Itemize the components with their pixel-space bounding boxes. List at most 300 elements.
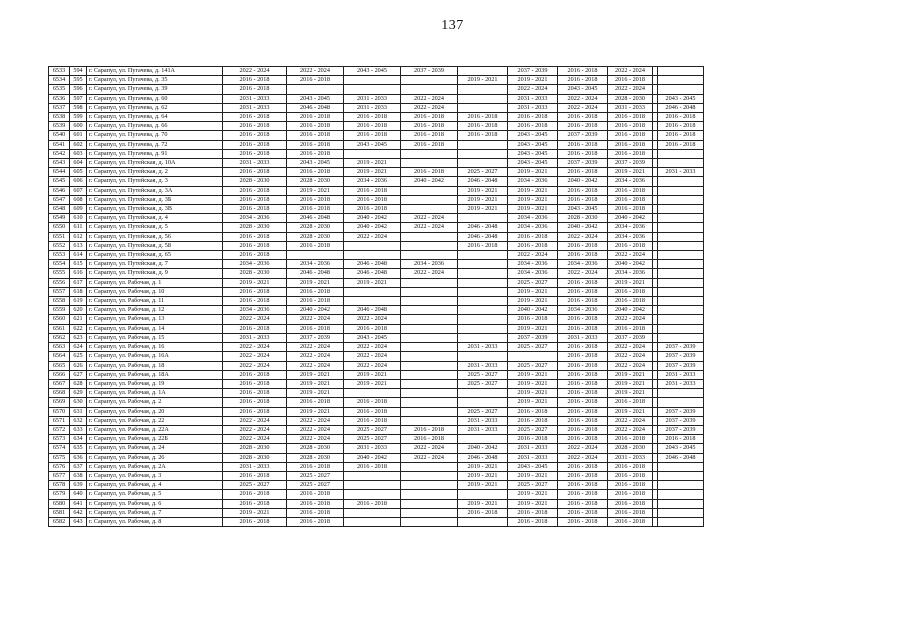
cell-house-number: 624 — [70, 343, 87, 352]
cell-period-3: 2046 - 2048 — [344, 306, 401, 315]
cell-period-8: 2016 - 2018 — [608, 481, 653, 490]
cell-period-7: 2016 - 2018 — [558, 297, 608, 306]
cell-house-number: 600 — [70, 122, 87, 131]
cell-period-6: 2016 - 2018 — [508, 315, 558, 324]
table-row — [49, 297, 704, 306]
cell-period-5 — [458, 297, 508, 306]
cell-period-9: 2031 - 2033 — [658, 370, 704, 379]
cell-period-2 — [287, 251, 344, 260]
cell-address: г. Сарапул, ул. Рабочая, д. 14 — [87, 324, 223, 333]
cell-period-5 — [458, 67, 508, 76]
table-row — [49, 324, 704, 333]
cell-period-5 — [458, 333, 508, 342]
cell-period-4 — [401, 352, 458, 361]
cell-address: г. Сарапул, ул. Путейская, д. 3 — [87, 177, 223, 186]
cell-period-1: 2028 - 2030 — [223, 444, 287, 453]
cell-row-number: 6570 — [49, 407, 70, 416]
table-row — [49, 214, 704, 223]
cell-period-5: 2019 - 2021 — [458, 186, 508, 195]
cell-period-9 — [658, 149, 704, 158]
cell-row-number: 6577 — [49, 471, 70, 480]
cell-period-3 — [344, 297, 401, 306]
cell-period-1: 2016 - 2018 — [223, 113, 287, 122]
cell-period-8: 2016 - 2018 — [608, 499, 653, 508]
cell-address: г. Сарапул, ул. Пугачева, д. 35 — [87, 76, 223, 85]
cell-period-8: 2016 - 2018 — [608, 297, 653, 306]
cell-period-7: 2016 - 2018 — [558, 416, 608, 425]
cell-house-number: 596 — [70, 85, 87, 94]
cell-period-8: 2016 - 2018 — [608, 241, 653, 250]
cell-period-5 — [458, 398, 508, 407]
cell-period-8: 2016 - 2018 — [608, 471, 653, 480]
cell-house-number: 628 — [70, 379, 87, 388]
cell-period-1: 2016 - 2018 — [223, 389, 287, 398]
table-row — [49, 333, 704, 342]
cell-period-1: 2022 - 2024 — [223, 425, 287, 434]
cell-period-7: 2034 - 2036 — [558, 260, 608, 269]
table-row — [49, 186, 704, 195]
cell-period-6: 2019 - 2021 — [508, 186, 558, 195]
cell-period-3: 2025 - 2027 — [344, 425, 401, 434]
cell-period-8: 2016 - 2018 — [608, 435, 653, 444]
cell-period-3 — [344, 241, 401, 250]
cell-period-5: 2019 - 2021 — [458, 195, 508, 204]
cell-period-1: 2031 - 2033 — [223, 94, 287, 103]
cell-period-2: 2025 - 2027 — [287, 481, 344, 490]
cell-house-number: 620 — [70, 306, 87, 315]
cell-address: г. Сарапул, ул. Путейская, д. 56 — [87, 232, 223, 241]
cell-period-5: 2031 - 2033 — [458, 416, 508, 425]
cell-period-9: 2016 - 2018 — [658, 113, 704, 122]
cell-period-1: 2022 - 2024 — [223, 361, 287, 370]
cell-house-number: 632 — [70, 416, 87, 425]
table-row — [49, 315, 704, 324]
cell-period-3: 2016 - 2018 — [344, 499, 401, 508]
cell-period-5: 2031 - 2033 — [458, 343, 508, 352]
table-row — [49, 278, 704, 287]
cell-period-4 — [401, 186, 458, 195]
cell-period-4 — [401, 398, 458, 407]
cell-period-3 — [344, 517, 401, 526]
cell-period-4 — [401, 241, 458, 250]
cell-period-3: 2019 - 2021 — [344, 168, 401, 177]
cell-row-number: 6551 — [49, 232, 70, 241]
cell-period-4: 2022 - 2024 — [401, 103, 458, 112]
cell-period-8: 2022 - 2024 — [608, 343, 653, 352]
cell-period-3 — [344, 508, 401, 517]
cell-period-9 — [658, 462, 704, 471]
cell-period-8: 2016 - 2018 — [608, 186, 653, 195]
cell-period-3: 2019 - 2021 — [344, 379, 401, 388]
table-row — [49, 361, 704, 370]
cell-period-3: 2034 - 2036 — [344, 177, 401, 186]
cell-period-7: 2016 - 2018 — [558, 278, 608, 287]
cell-period-5 — [458, 435, 508, 444]
cell-period-7: 2043 - 2045 — [558, 85, 608, 94]
cell-period-4: 2016 - 2018 — [401, 122, 458, 131]
cell-period-5 — [458, 85, 508, 94]
cell-period-7: 2022 - 2024 — [558, 444, 608, 453]
cell-address: г. Сарапул, ул. Пугачева, д. 72 — [87, 140, 223, 149]
cell-period-3: 2040 - 2042 — [344, 223, 401, 232]
cell-period-4: 2040 - 2042 — [401, 177, 458, 186]
cell-period-6: 2034 - 2036 — [508, 177, 558, 186]
cell-period-4 — [401, 149, 458, 158]
cell-period-7: 2016 - 2018 — [558, 407, 608, 416]
cell-period-9: 2016 - 2018 — [658, 122, 704, 131]
cell-period-1: 2016 - 2018 — [223, 76, 287, 85]
cell-period-8: 2016 - 2018 — [608, 149, 653, 158]
cell-row-number: 6557 — [49, 287, 70, 296]
cell-period-8: 2022 - 2024 — [608, 251, 653, 260]
cell-period-4 — [401, 278, 458, 287]
cell-period-5: 2046 - 2048 — [458, 232, 508, 241]
cell-house-number: 602 — [70, 140, 87, 149]
cell-period-1: 2022 - 2024 — [223, 67, 287, 76]
cell-period-1: 2028 - 2030 — [223, 177, 287, 186]
cell-period-5 — [458, 159, 508, 168]
cell-row-number: 6579 — [49, 490, 70, 499]
cell-period-6: 2016 - 2018 — [508, 232, 558, 241]
cell-period-3: 2025 - 2027 — [344, 435, 401, 444]
cell-period-9 — [658, 481, 704, 490]
cell-period-3: 2016 - 2018 — [344, 195, 401, 204]
cell-period-9: 2037 - 2039 — [658, 343, 704, 352]
cell-period-3: 2031 - 2033 — [344, 94, 401, 103]
cell-period-6: 2019 - 2021 — [508, 205, 558, 214]
cell-address: г. Сарапул, ул. Путейская, д. 2 — [87, 168, 223, 177]
cell-period-5 — [458, 260, 508, 269]
cell-period-4 — [401, 481, 458, 490]
cell-row-number: 6534 — [49, 76, 70, 85]
cell-period-6: 2034 - 2036 — [508, 260, 558, 269]
cell-period-1: 2028 - 2030 — [223, 269, 287, 278]
cell-period-3 — [344, 481, 401, 490]
cell-period-7: 2016 - 2018 — [558, 370, 608, 379]
cell-period-1: 2016 - 2018 — [223, 379, 287, 388]
cell-house-number: 598 — [70, 103, 87, 112]
cell-period-4 — [401, 251, 458, 260]
cell-period-4 — [401, 499, 458, 508]
cell-period-6: 2022 - 2024 — [508, 85, 558, 94]
cell-period-9 — [658, 269, 704, 278]
cell-period-8: 2034 - 2036 — [608, 223, 653, 232]
cell-period-4 — [401, 333, 458, 342]
cell-address: г. Сарапул, ул. Рабочая, д. 2А — [87, 462, 223, 471]
cell-period-8: 2022 - 2024 — [608, 361, 653, 370]
cell-period-4 — [401, 85, 458, 94]
cell-period-5: 2016 - 2018 — [458, 131, 508, 140]
cell-period-8: 2031 - 2033 — [608, 103, 653, 112]
cell-house-number: 608 — [70, 195, 87, 204]
cell-period-2: 2016 - 2018 — [287, 76, 344, 85]
cell-house-number: 619 — [70, 297, 87, 306]
table-row — [49, 195, 704, 204]
cell-period-7: 2016 - 2018 — [558, 499, 608, 508]
cell-house-number: 607 — [70, 186, 87, 195]
cell-period-4: 2022 - 2024 — [401, 94, 458, 103]
cell-period-1: 2031 - 2033 — [223, 103, 287, 112]
cell-house-number: 641 — [70, 499, 87, 508]
cell-address: г. Сарапул, ул. Пугачева, д. 70 — [87, 131, 223, 140]
cell-period-1: 2016 - 2018 — [223, 168, 287, 177]
cell-address: г. Сарапул, ул. Пугачева, д. 64 — [87, 113, 223, 122]
cell-address: г. Сарапул, ул. Рабочая, д. 26 — [87, 453, 223, 462]
cell-period-4 — [401, 232, 458, 241]
cell-row-number: 6567 — [49, 379, 70, 388]
cell-row-number: 6576 — [49, 462, 70, 471]
cell-period-9: 2043 - 2045 — [658, 94, 704, 103]
cell-period-3: 2046 - 2048 — [344, 269, 401, 278]
cell-house-number: 594 — [70, 67, 87, 76]
cell-period-4: 2016 - 2018 — [401, 113, 458, 122]
cell-period-1: 2016 - 2018 — [223, 287, 287, 296]
cell-period-5 — [458, 269, 508, 278]
cell-address: г. Сарапул, ул. Рабочая, д. 24 — [87, 444, 223, 453]
cell-address: г. Сарапул, ул. Рабочая, д. 12 — [87, 306, 223, 315]
cell-house-number: 612 — [70, 232, 87, 241]
cell-period-2: 2016 - 2018 — [287, 131, 344, 140]
cell-period-5: 2019 - 2021 — [458, 462, 508, 471]
cell-period-9 — [658, 508, 704, 517]
cell-period-4 — [401, 306, 458, 315]
cell-period-9 — [658, 76, 704, 85]
cell-period-2: 2022 - 2024 — [287, 67, 344, 76]
cell-period-2: 2022 - 2024 — [287, 425, 344, 434]
cell-period-7: 2022 - 2024 — [558, 103, 608, 112]
cell-period-3: 2016 - 2018 — [344, 324, 401, 333]
cell-row-number: 6573 — [49, 435, 70, 444]
cell-period-1: 2016 - 2018 — [223, 241, 287, 250]
cell-period-8: 2019 - 2021 — [608, 407, 653, 416]
cell-period-6: 2025 - 2027 — [508, 361, 558, 370]
cell-period-1: 2022 - 2024 — [223, 435, 287, 444]
cell-period-4 — [401, 471, 458, 480]
cell-period-5 — [458, 490, 508, 499]
cell-period-8: 2040 - 2042 — [608, 260, 653, 269]
cell-period-2: 2022 - 2024 — [287, 435, 344, 444]
cell-period-3: 2043 - 2045 — [344, 67, 401, 76]
cell-period-5: 2025 - 2027 — [458, 370, 508, 379]
cell-address: г. Сарапул, ул. Пугачева, д. 66 — [87, 122, 223, 131]
cell-period-7: 2022 - 2024 — [558, 269, 608, 278]
cell-period-8: 2019 - 2021 — [608, 389, 653, 398]
cell-address: г. Сарапул, ул. Путейская, д. 7 — [87, 260, 223, 269]
cell-period-7: 2016 - 2018 — [558, 471, 608, 480]
cell-period-8: 2019 - 2021 — [608, 168, 653, 177]
cell-period-6: 2031 - 2033 — [508, 103, 558, 112]
cell-address: г. Сарапул, ул. Пугачева, д. 60 — [87, 94, 223, 103]
cell-row-number: 6578 — [49, 481, 70, 490]
cell-house-number: 635 — [70, 444, 87, 453]
cell-period-5 — [458, 278, 508, 287]
cell-period-4 — [401, 508, 458, 517]
cell-period-2: 2019 - 2021 — [287, 379, 344, 388]
cell-period-2: 2022 - 2024 — [287, 416, 344, 425]
cell-period-7: 2016 - 2018 — [558, 462, 608, 471]
cell-period-9: 2037 - 2039 — [658, 416, 704, 425]
cell-period-8: 2019 - 2021 — [608, 379, 653, 388]
table-row — [49, 481, 704, 490]
cell-period-2: 2016 - 2018 — [287, 140, 344, 149]
cell-period-6: 2025 - 2027 — [508, 343, 558, 352]
cell-period-8: 2016 - 2018 — [608, 287, 653, 296]
cell-period-3: 2019 - 2021 — [344, 370, 401, 379]
cell-address: г. Сарапул, ул. Путейская, д. 3Б — [87, 195, 223, 204]
cell-period-3: 2016 - 2018 — [344, 416, 401, 425]
cell-period-3 — [344, 287, 401, 296]
cell-house-number: 622 — [70, 324, 87, 333]
table-row — [49, 471, 704, 480]
cell-period-5: 2046 - 2048 — [458, 223, 508, 232]
cell-period-5 — [458, 315, 508, 324]
cell-period-2: 2016 - 2018 — [287, 168, 344, 177]
cell-period-7: 2016 - 2018 — [558, 251, 608, 260]
cell-period-6: 2043 - 2045 — [508, 149, 558, 158]
cell-period-2: 2019 - 2021 — [287, 186, 344, 195]
cell-period-6: 2037 - 2039 — [508, 67, 558, 76]
cell-period-9 — [658, 278, 704, 287]
cell-period-7: 2040 - 2042 — [558, 223, 608, 232]
cell-period-4 — [401, 490, 458, 499]
cell-house-number: 627 — [70, 370, 87, 379]
cell-address: г. Сарапул, ул. Рабочая, д. 1А — [87, 389, 223, 398]
cell-period-6: 2016 - 2018 — [508, 241, 558, 250]
cell-period-7: 2016 - 2018 — [558, 122, 608, 131]
cell-period-1: 2016 - 2018 — [223, 140, 287, 149]
table-row — [49, 251, 704, 260]
cell-row-number: 6545 — [49, 177, 70, 186]
cell-house-number: 601 — [70, 131, 87, 140]
cell-period-6: 2019 - 2021 — [508, 370, 558, 379]
cell-house-number: 631 — [70, 407, 87, 416]
cell-period-5: 2046 - 2048 — [458, 177, 508, 186]
cell-row-number: 6559 — [49, 306, 70, 315]
cell-period-7: 2016 - 2018 — [558, 389, 608, 398]
cell-row-number: 6549 — [49, 214, 70, 223]
cell-period-4 — [401, 76, 458, 85]
cell-period-9 — [658, 67, 704, 76]
table-row — [49, 168, 704, 177]
cell-period-6: 2016 - 2018 — [508, 517, 558, 526]
cell-period-1: 2016 - 2018 — [223, 186, 287, 195]
cell-period-7: 2016 - 2018 — [558, 113, 608, 122]
cell-row-number: 6561 — [49, 324, 70, 333]
cell-period-5 — [458, 103, 508, 112]
cell-period-1: 2016 - 2018 — [223, 251, 287, 260]
cell-period-1: 2025 - 2027 — [223, 481, 287, 490]
cell-period-2: 2046 - 2048 — [287, 214, 344, 223]
table-row — [49, 398, 704, 407]
table-row — [49, 435, 704, 444]
cell-period-3 — [344, 85, 401, 94]
cell-period-8: 2022 - 2024 — [608, 85, 653, 94]
cell-house-number: 595 — [70, 76, 87, 85]
cell-period-8: 2022 - 2024 — [608, 315, 653, 324]
cell-period-4: 2016 - 2018 — [401, 425, 458, 434]
cell-row-number: 6574 — [49, 444, 70, 453]
cell-period-4 — [401, 462, 458, 471]
cell-period-2: 2046 - 2048 — [287, 269, 344, 278]
cell-period-3: 2019 - 2021 — [344, 159, 401, 168]
cell-row-number: 6537 — [49, 103, 70, 112]
cell-period-3 — [344, 149, 401, 158]
cell-period-6: 2019 - 2021 — [508, 389, 558, 398]
cell-period-2: 2016 - 2018 — [287, 508, 344, 517]
cell-row-number: 6575 — [49, 453, 70, 462]
table-row — [49, 67, 704, 76]
cell-period-3: 2031 - 2033 — [344, 444, 401, 453]
cell-period-9 — [658, 517, 704, 526]
cell-period-3: 2022 - 2024 — [344, 352, 401, 361]
cell-row-number: 6560 — [49, 315, 70, 324]
cell-period-8: 2028 - 2030 — [608, 444, 653, 453]
table-row — [49, 85, 704, 94]
cell-period-6: 2025 - 2027 — [508, 278, 558, 287]
cell-period-9: 2046 - 2048 — [658, 453, 704, 462]
cell-period-8: 2040 - 2042 — [608, 306, 653, 315]
cell-period-4: 2016 - 2018 — [401, 131, 458, 140]
cell-row-number: 6563 — [49, 343, 70, 352]
cell-period-7: 2016 - 2018 — [558, 352, 608, 361]
cell-period-2: 2016 - 2018 — [287, 490, 344, 499]
cell-house-number: 618 — [70, 287, 87, 296]
cell-row-number: 6568 — [49, 389, 70, 398]
table-row — [49, 453, 704, 462]
cell-period-5: 2019 - 2021 — [458, 499, 508, 508]
cell-period-1: 2022 - 2024 — [223, 352, 287, 361]
cell-period-2: 2028 - 2030 — [287, 444, 344, 453]
cell-period-6: 2043 - 2045 — [508, 140, 558, 149]
cell-address: г. Сарапул, ул. Рабочая, д. 3 — [87, 471, 223, 480]
cell-period-1: 2028 - 2030 — [223, 453, 287, 462]
cell-period-1: 2016 - 2018 — [223, 149, 287, 158]
cell-period-8: 2016 - 2018 — [608, 462, 653, 471]
table-row — [49, 407, 704, 416]
cell-period-4 — [401, 416, 458, 425]
cell-row-number: 6558 — [49, 297, 70, 306]
cell-period-4: 2022 - 2024 — [401, 223, 458, 232]
cell-house-number: 613 — [70, 241, 87, 250]
cell-period-1: 2031 - 2033 — [223, 462, 287, 471]
cell-period-8: 2022 - 2024 — [608, 416, 653, 425]
cell-period-4: 2022 - 2024 — [401, 444, 458, 453]
cell-period-8: 2022 - 2024 — [608, 425, 653, 434]
table-row — [49, 343, 704, 352]
cell-period-4: 2016 - 2018 — [401, 168, 458, 177]
cell-period-6: 2019 - 2021 — [508, 324, 558, 333]
cell-period-9 — [658, 260, 704, 269]
cell-period-6: 2019 - 2021 — [508, 499, 558, 508]
cell-period-9: 2031 - 2033 — [658, 168, 704, 177]
cell-period-9: 2037 - 2039 — [658, 407, 704, 416]
cell-period-8: 2016 - 2018 — [608, 324, 653, 333]
table-row — [49, 76, 704, 85]
table-row — [49, 416, 704, 425]
cell-period-3: 2031 - 2033 — [344, 103, 401, 112]
cell-period-2: 2016 - 2018 — [287, 499, 344, 508]
cell-period-9 — [658, 306, 704, 315]
cell-house-number: 605 — [70, 168, 87, 177]
cell-period-7: 2016 - 2018 — [558, 517, 608, 526]
table-row — [49, 269, 704, 278]
cell-period-2: 2019 - 2021 — [287, 407, 344, 416]
cell-period-4: 2034 - 2036 — [401, 260, 458, 269]
cell-period-2: 2028 - 2030 — [287, 223, 344, 232]
cell-period-6: 2016 - 2018 — [508, 435, 558, 444]
cell-address: г. Сарапул, ул. Рабочая, д. 18 — [87, 361, 223, 370]
cell-period-6: 2019 - 2021 — [508, 490, 558, 499]
